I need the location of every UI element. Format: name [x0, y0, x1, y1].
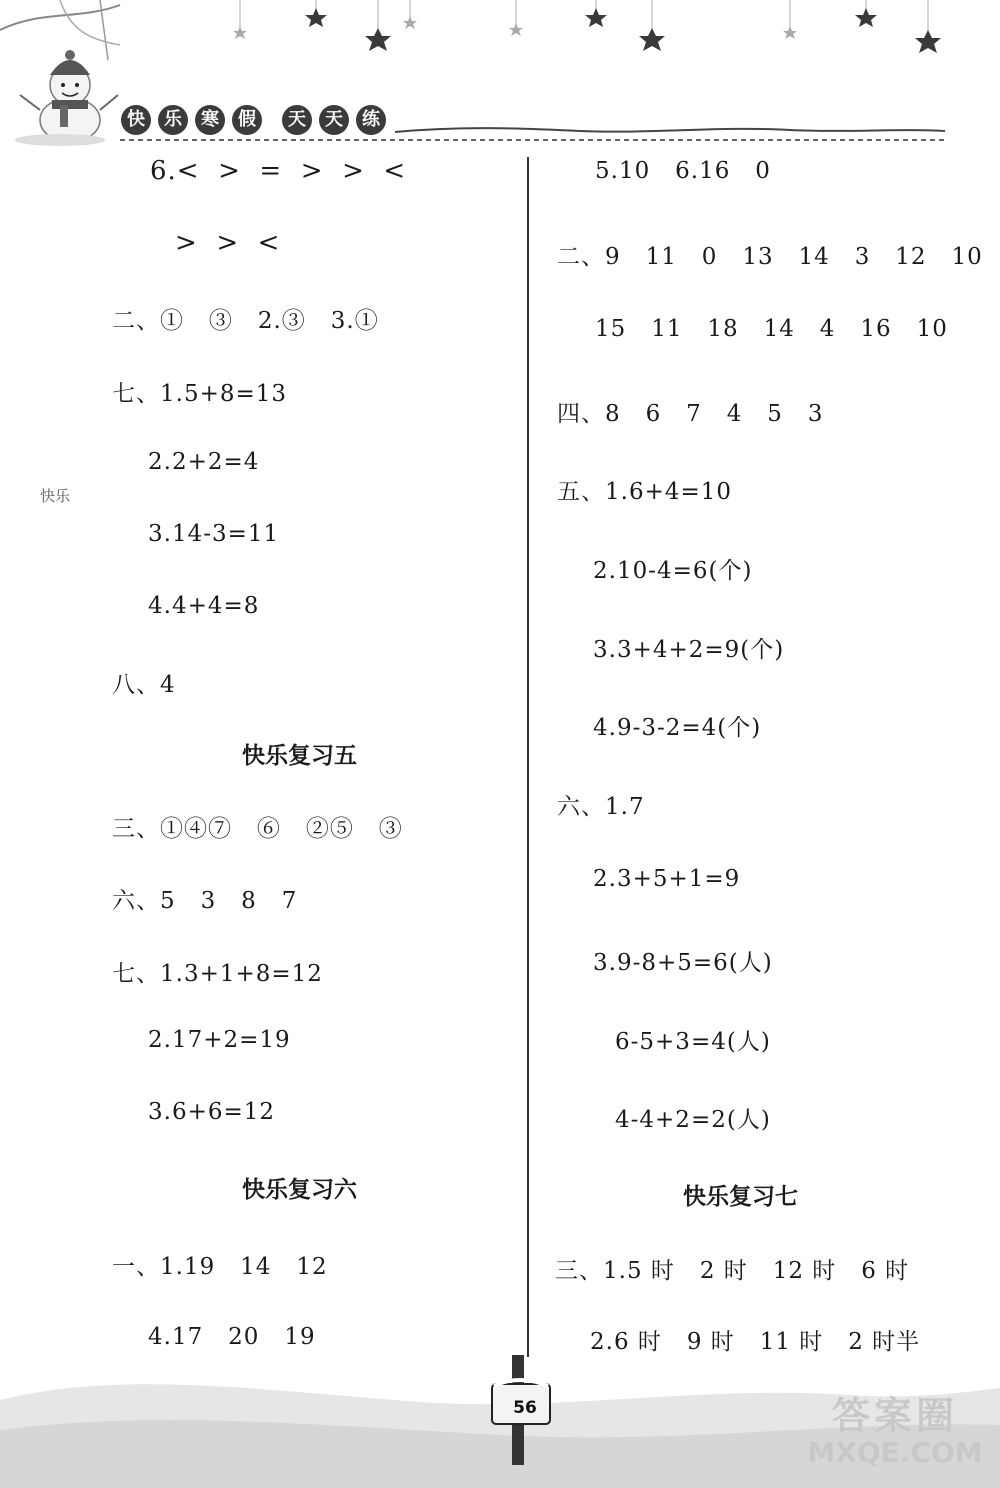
title-char: 练: [356, 105, 386, 135]
answer-line: 6.< > = > > <: [150, 156, 407, 186]
title-char: 天: [319, 105, 349, 135]
section-heading: 快乐复习七: [683, 1184, 798, 1210]
star-icon: [915, 30, 941, 53]
answer-line: 6-5+3=4(人): [615, 1029, 771, 1055]
title-char: 乐: [158, 105, 188, 135]
star-icon: [855, 8, 877, 27]
answer-line: 一、1.19 14 12: [112, 1254, 328, 1280]
answer-line: 三、①④⑦ ⑥ ②⑤ ③: [112, 816, 403, 842]
answer-line: 4.4+4=8: [148, 593, 260, 619]
answer-line: 八、4: [112, 672, 176, 698]
title-char: 天: [282, 105, 312, 135]
star-icon: [365, 28, 391, 51]
answer-line: 3.3+4+2=9(个): [593, 637, 785, 663]
answer-line: 二、9 11 0 13 14 3 12 10: [557, 244, 983, 270]
header-decoration: [0, 0, 1000, 150]
answer-line: 2.17+2=19: [148, 1027, 291, 1053]
section-heading: 快乐复习六: [242, 1177, 357, 1203]
answer-line: 4.9-3-2=4(个): [593, 715, 762, 741]
snowman-icon: [15, 50, 118, 146]
margin-note: 快乐: [40, 487, 71, 505]
answer-line: 六、1.7: [557, 794, 645, 820]
watermark-en: MXQE.COM: [807, 1436, 983, 1469]
answer-line: 六、5 3 8 7: [112, 888, 298, 914]
answer-line: 2.6 时 9 时 11 时 2 时半: [590, 1329, 921, 1355]
answer-line: 2.10-4=6(个): [593, 558, 753, 584]
answer-line: 五、1.6+4=10: [557, 479, 733, 505]
section-heading: 快乐复习五: [242, 743, 357, 769]
title-char: 寒: [195, 105, 225, 135]
answer-line: 七、1.3+1+8=12: [112, 961, 323, 987]
answer-line: 三、1.5 时 2 时 12 时 6 时: [555, 1258, 910, 1284]
answer-line: 四、8 6 7 4 5 3: [557, 401, 824, 427]
answer-line: > > <: [175, 228, 281, 258]
answer-line: 七、1.5+8=13: [112, 381, 288, 407]
answer-line: 3.6+6=12: [148, 1099, 276, 1125]
answer-line: 3.9-8+5=6(人): [593, 950, 773, 976]
title-char: 快: [121, 105, 151, 135]
answer-line: 2.2+2=4: [148, 449, 260, 475]
star-icon: [585, 8, 607, 27]
answer-line: 二、① ③ 2.③ 3.①: [112, 308, 379, 334]
answer-line: 4.17 20 19: [148, 1324, 316, 1350]
star-icon: [305, 8, 327, 27]
answer-line: 5.10 6.16 0: [595, 158, 771, 184]
column-divider: [527, 157, 529, 1357]
star-icon: [639, 28, 665, 51]
watermark: [800, 1395, 990, 1469]
answer-line: 2.3+5+1=9: [593, 866, 741, 892]
answer-line: 4-4+2=2(人): [615, 1107, 771, 1133]
watermark-cn: 答案圈: [831, 1394, 958, 1438]
answer-line: 3.14-3=11: [148, 521, 280, 547]
page-number: 56: [513, 1398, 537, 1418]
title-char: 假: [232, 105, 262, 135]
answer-line: 15 11 18 14 4 16 10: [595, 316, 948, 342]
